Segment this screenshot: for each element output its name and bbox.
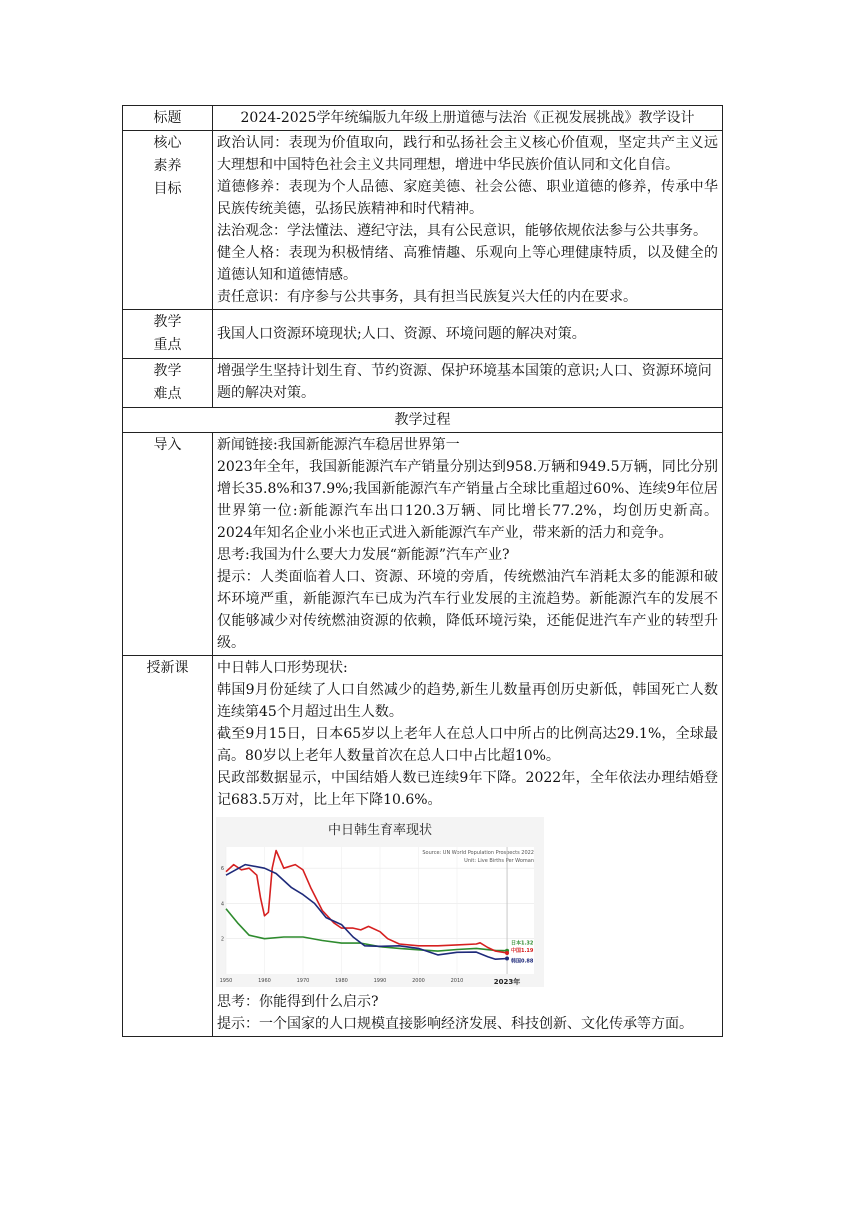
core-goals-content xyxy=(213,131,723,310)
lesson-question: 思考：你能得到什么启示? xyxy=(217,994,379,1010)
chart-source-text: Source: UN World Population Prospects 2022 xyxy=(422,850,534,856)
chart-source-text: Unit: Live Births Per Woman xyxy=(464,858,534,864)
core-goals-label-line: 核心 xyxy=(153,135,182,151)
intro-content xyxy=(213,433,723,656)
x-tick-label: 2000 xyxy=(412,978,425,984)
news-link: 新闻链接:我国新能源汽车稳居世界第一 xyxy=(217,437,460,453)
goal-moral: 道德修养：表现为个人品德、家庭美德、社会公德、职业道德的修养，传承中华民族传统美德，弘扬民族精神和时代精神。 xyxy=(217,179,718,217)
intro-label: 导入 xyxy=(123,433,213,656)
x-tick-label: 1950 xyxy=(219,978,233,984)
y-tick-label: 4 xyxy=(220,901,224,908)
y-tick-label: 2 xyxy=(220,936,224,943)
process-header: 教学过程 xyxy=(123,408,723,433)
series-end-label: 中国1.19 xyxy=(511,948,534,955)
difficulties-text: 增强学生坚持计划生育、节约资源、保护环境基本国策的意识;人口、资源环境问题的解决对策。 xyxy=(213,359,723,408)
title-label: 标题 xyxy=(123,106,213,131)
news-body: 2023年全年，我国新能源汽车产销量分别达到958.万辆和949.5万辆，同比分别增长35.8%和37.9%;我国新能源汽车产销量占全球比重超过60%、连续9年位居世界第一位:新能源汽车出口120.3万辆、同比增长77.2%，均创历史新高。2024年知名企业小米也正式进入新能源汽车产业，带来新的活力和竞争。 xyxy=(217,459,718,541)
goal-law: 法治观念：学法懂法、遵纪守法，具有公民意识，能够依规依法参与公共事务。 xyxy=(217,223,707,239)
process-header-row xyxy=(123,408,723,433)
lesson-hint: 提示：一个国家的人口规模直接影响经济发展、科技创新、文化传承等方面。 xyxy=(217,1016,693,1032)
core-goals-label-line: 素养 xyxy=(153,158,182,174)
document-title: 2024-2025学年统编版九年级上册道德与法治《正视发展挑战》教学设计 xyxy=(213,106,723,131)
new-lesson-label: 授新课 xyxy=(123,656,213,1037)
core-goals-row xyxy=(123,131,723,310)
china-fact: 民政部数据显示，中国结婚人数已连续9年下降。2022年，全年依法办理结婚登记683.5万对，比上年下降10.6%。 xyxy=(217,770,718,808)
series-end-point-2 xyxy=(505,956,509,960)
intro-question: 思考:我国为什么要大力发展“新能源”汽车产业? xyxy=(217,547,510,563)
goal-responsibility: 责任意识：有序参与公共事务，具有担当民族复兴大任的内在要求。 xyxy=(217,289,637,305)
goal-political: 政治认同：表现为价值取向，践行和弘扬社会主义核心价值观，坚定共产主义远大理想和中国特色社会主义共同理想，增进中华民族价值认同和文化自信。 xyxy=(217,135,718,173)
japan-fact: 截至9月15日，日本65岁以上老年人在总人口中所占的比例高达29.1%，全球最高。80岁以上老年人数量首次在总人口中占比超10%。 xyxy=(217,726,718,764)
key-points-row xyxy=(123,310,723,359)
core-goals-label-line: 目标 xyxy=(153,181,182,197)
difficulties-label xyxy=(123,359,213,408)
x-tick-label: 2010 xyxy=(450,978,464,984)
new-lesson-row xyxy=(123,656,723,1037)
y-tick-label: 6 xyxy=(220,866,224,873)
title-row xyxy=(123,106,723,131)
series-end-point-1 xyxy=(505,951,509,955)
new-lesson-content xyxy=(213,656,723,1037)
x-tick-label: 1980 xyxy=(335,978,348,984)
key-points-label xyxy=(123,310,213,359)
population-heading: 中日韩人口形势现状: xyxy=(217,660,348,676)
x-tick-label: 1970 xyxy=(296,978,310,984)
difficulties-row xyxy=(123,359,723,408)
x-tick-label: 1960 xyxy=(258,978,271,984)
year-marker-label: 2023年 xyxy=(493,978,521,986)
core-goals-label xyxy=(123,131,213,310)
series-end-label: 日本1.32 xyxy=(511,940,534,947)
key-points-label-line: 重点 xyxy=(153,337,182,353)
korea-fact: 韩国9月份延续了人口自然减少的趋势,新生儿数量再创历史新低，韩国死亡人数连续第45个月超过出生人数。 xyxy=(217,682,718,720)
difficulties-label-line: 教学 xyxy=(153,363,182,379)
intro-row xyxy=(123,433,723,656)
difficulties-label-line: 难点 xyxy=(153,386,182,402)
series-end-label: 韩国0.88 xyxy=(511,958,534,965)
intro-hint: 提示：人类面临着人口、资源、环境的旁盾，传统燃油汽车消耗太多的能源和破坏环境严重，新能源汽车已成为汽车行业发展的主流趋势。新能源汽车的发展不仅能够减少对传统燃油资源的依赖，降低环境污染，还能促进汽车产业的转型升级。 xyxy=(217,569,718,651)
goal-personality: 健全人格：表现为积极情绪、高雅情趣、乐观向上等心理健康特质，以及健全的道德认知和道德情感。 xyxy=(217,245,718,283)
fertility-chart-svg xyxy=(216,817,544,987)
chart-title: 中日韩生育率现状 xyxy=(327,823,433,838)
fertility-chart xyxy=(216,817,544,987)
key-points-text: 我国人口资源环境现状;人口、资源、环境问题的解决对策。 xyxy=(213,310,723,359)
x-tick-label: 1990 xyxy=(373,978,387,984)
lesson-plan-table xyxy=(122,105,723,1037)
key-points-label-line: 教学 xyxy=(153,314,182,330)
